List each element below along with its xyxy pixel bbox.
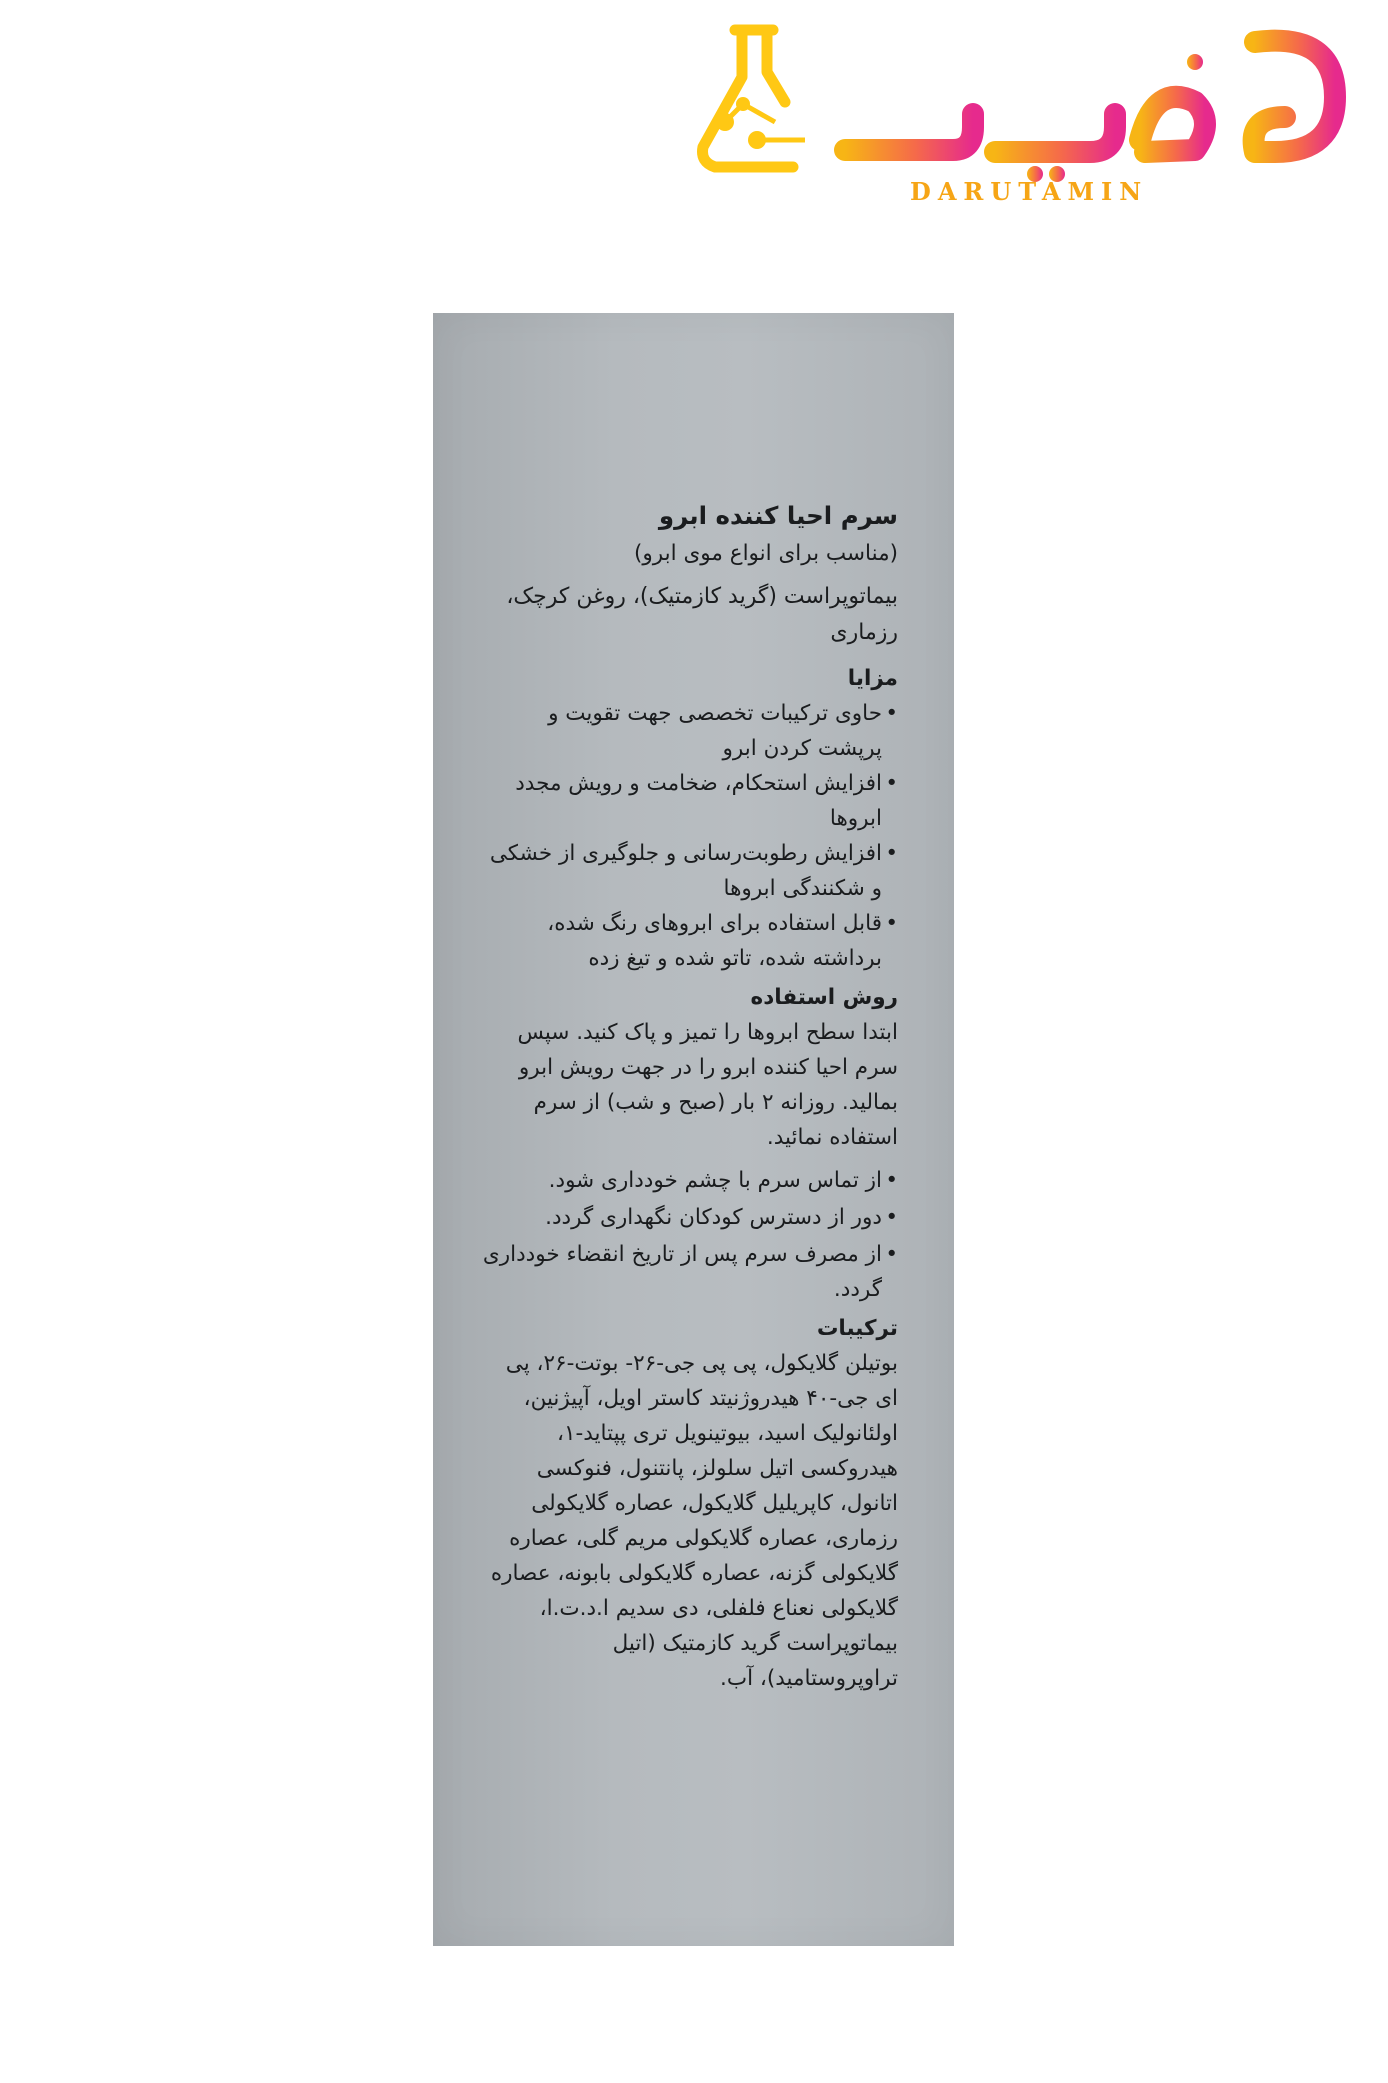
warnings-list (478, 1163, 898, 1307)
warning-item: • دور از دسترس کودکان نگهداری گردد. (478, 1200, 898, 1235)
benefit-item: • افزایش استحکام، ضخامت و رویش مجدد ابروها (478, 766, 898, 836)
benefits-list (478, 696, 898, 976)
warning-item: • از مصرف سرم پس از تاریخ انقضاء خودداری گردد. (478, 1237, 898, 1307)
product-subtitle: (مناسب برای انواع موی ابرو) (634, 541, 898, 566)
ingredients-text: بوتیلن گلایکول، پی پی جی-۲۶- بوتت-۲۶، پی ای جی-۴۰ هیدروژنیتد کاستر اویل، آپیژنین، اولئانولیک اسید، بیوتینویل تری پپتاید-۱، هیدروکسی اتیل سلولز، پانتنول، فنوکسی اتانول، کاپریلیل گلایکول، عصاره گلایکولی رزماری، عصاره گلایکولی مریم گلی، عصاره گلایکولی گزنه، عصاره گلایکولی بابونه، عصاره گلایکولی نعناع فلفلی، دی سدیم ا.د.ت.ا، بیماتوپراست گرید کازمتیک (اتیل تراوپروستامید)، آب. (490, 1351, 898, 1691)
product-title: سرم احیا کننده ابرو (658, 501, 898, 530)
key-ingredients: بیماتوپراست (گرید کازمتیک)، روغن کرچک، رزماری (506, 584, 898, 645)
benefits-heading: مزایا (847, 666, 898, 691)
box-text (478, 496, 898, 1696)
product-box (433, 313, 954, 1946)
warning-item: • از تماس سرم با چشم خودداری شود. (478, 1163, 898, 1198)
flask-icon (703, 30, 794, 167)
usage-text: ابتدا سطح ابروها را تمیز و پاک کنید. سپس سرم احیا کننده ابرو را در جهت رویش ابرو بمالید. روزانه ۲ بار (صبح و شب) از سرم استفاده نمائید. (517, 1020, 898, 1150)
darutamin-logo (695, 22, 1355, 212)
plus-icon (810, 94, 845, 130)
ingredients-heading: ترکیبات (816, 1316, 898, 1341)
benefit-item: • افزایش رطوبت‌رسانی و جلوگیری از خشکی و شکنندگی ابروها (478, 836, 898, 906)
brand-latin-name: DARUTAMIN (910, 177, 1149, 206)
usage-heading: روش استفاده (750, 985, 898, 1010)
benefit-item: • قابل استفاده برای ابروهای رنگ شده، برداشته شده، تاتو شده و تیغ زده (478, 906, 898, 976)
benefit-item: • حاوی ترکیبات تخصصی جهت تقویت و پرپشت کردن ابرو (478, 696, 898, 766)
